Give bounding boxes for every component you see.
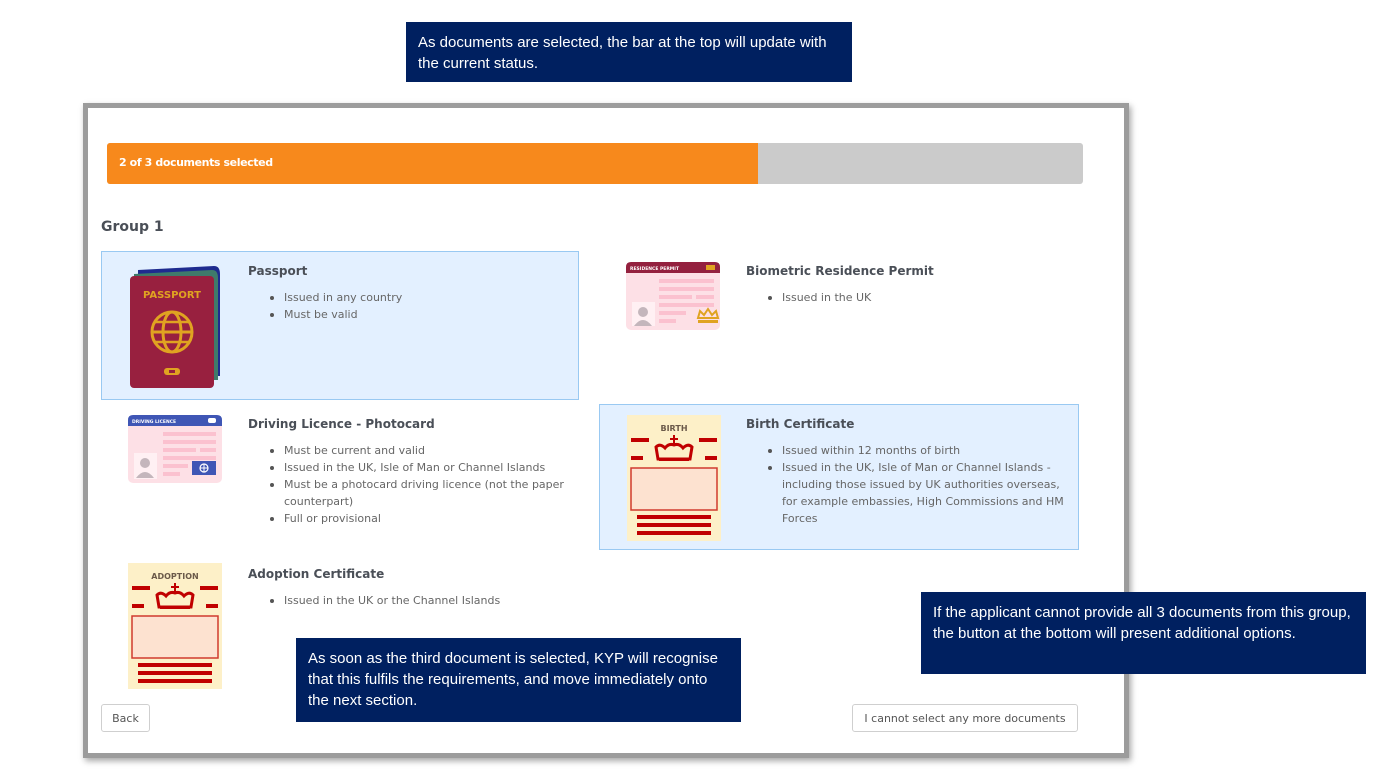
requirement-item: Issued in the UK — [764, 289, 1074, 306]
document-title: Birth Certificate — [746, 417, 855, 431]
group-title: Group 1 — [101, 219, 164, 235]
document-option-passport[interactable] — [101, 251, 579, 400]
progress-bar — [107, 143, 1083, 184]
birth-certificate-icon — [627, 415, 721, 541]
requirement-item: Issued in the UK, Isle of Man or Channel Islands - including those issued by UK authorities overseas, for example embassies, High Commissions and HM Forces — [764, 459, 1074, 527]
document-requirements — [266, 289, 576, 323]
document-title: Biometric Residence Permit — [746, 264, 934, 278]
document-option-birth-certificate[interactable] — [599, 404, 1079, 550]
residence-permit-card-icon — [626, 262, 720, 330]
document-title: Adoption Certificate — [248, 567, 385, 581]
svg-text:BIRTH: BIRTH — [660, 424, 688, 433]
requirement-item: Issued within 12 months of birth — [764, 442, 1074, 459]
svg-text:DRIVING LICENCE: DRIVING LICENCE — [132, 420, 177, 425]
document-requirements — [764, 442, 1074, 527]
document-requirements — [266, 442, 576, 527]
callout-additional-options-note: If the applicant cannot provide all 3 documents from this group, the button at the bottom will present additional options. — [921, 592, 1366, 674]
document-option-biometric-residence-permit[interactable] — [599, 251, 1077, 400]
requirement-item: Issued in the UK, Isle of Man or Channel Islands — [266, 459, 576, 476]
driving-licence-card-icon — [128, 415, 222, 483]
callout-progress-bar-note: As documents are selected, the bar at the top will update with the current status. — [406, 22, 852, 82]
requirement-item: Must be a photocard driving licence (not the paper counterpart) — [266, 476, 576, 510]
svg-text:RESIDENCE PERMIT: RESIDENCE PERMIT — [630, 267, 680, 272]
requirement-item: Full or provisional — [266, 510, 576, 527]
requirement-item: Must be valid — [266, 306, 576, 323]
requirement-item: Issued in the UK or the Channel Islands — [266, 592, 576, 609]
back-button[interactable]: Back — [101, 704, 150, 732]
document-title: Passport — [248, 264, 308, 278]
svg-text:ADOPTION: ADOPTION — [151, 572, 199, 581]
passport-icon — [128, 264, 224, 390]
document-requirements — [266, 592, 576, 609]
progress-label: 2 of 3 documents selected — [119, 156, 273, 169]
document-option-driving-licence[interactable] — [101, 404, 579, 550]
cannot-select-more-documents-button[interactable]: I cannot select any more documents — [852, 704, 1078, 732]
adoption-certificate-icon — [128, 563, 222, 689]
svg-text:PASSPORT: PASSPORT — [142, 290, 202, 301]
document-title: Driving Licence - Photocard — [248, 417, 435, 431]
requirement-item: Must be current and valid — [266, 442, 576, 459]
callout-third-document-note: As soon as the third document is selected, KYP will recognise that this fulfils the requirements, and move immediately onto the next section. — [296, 638, 741, 722]
document-requirements — [764, 289, 1074, 306]
requirement-item: Issued in any country — [266, 289, 576, 306]
